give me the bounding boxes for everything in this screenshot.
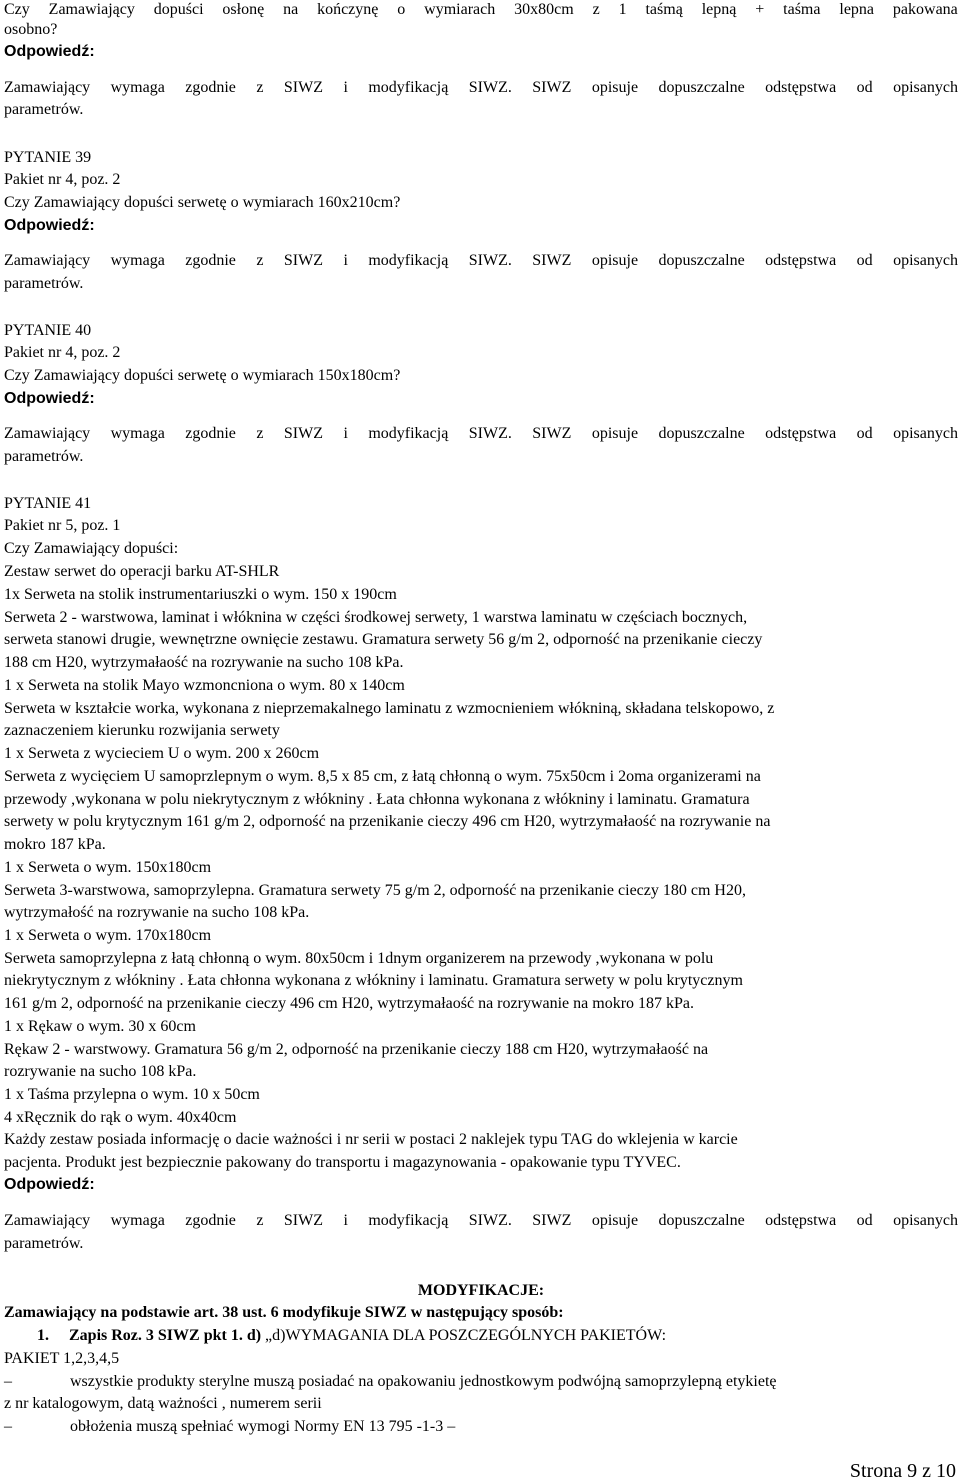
bullet-text: z nr katalogowym, datą ważności , numerem serii (4, 1395, 322, 1412)
question-heading: PYTANIE 40 (4, 322, 92, 339)
answer-heading: Odpowiedź: (4, 217, 95, 234)
bullet-item (4, 1372, 12, 1392)
answer-text: parametrów. (4, 101, 84, 118)
spec-line: 4 xRęcznik do rąk o wym. 40x40cm (4, 1109, 237, 1126)
question-text: Czy Zamawiający dopuści osłonę na kończynę o wymiarach 30x80cm z 1 taśmą lepną + taśma lepna pakowana (4, 1, 958, 18)
spec-line: zaznaczeniem kierunku rozwijania serwety (4, 722, 280, 739)
question-heading: PYTANIE 39 (4, 149, 92, 166)
question-text: Czy Zamawiający dopuści: (4, 540, 179, 557)
spec-line: Każdy zestaw posiada informację o dacie ważności i nr serii w postaci 2 naklejek typu TAG do wklejenia w karcie (4, 1131, 738, 1148)
modifications-heading: MODYFIKACJE: (417, 1282, 545, 1299)
package-ref: Pakiet nr 5, poz. 1 (4, 517, 121, 534)
list-number: 1. (37, 1327, 49, 1344)
answer-heading: Odpowiedź: (4, 43, 95, 60)
question-text: Czy Zamawiający dopuści serwetę o wymiarach 150x180cm? (4, 367, 401, 384)
bullet-text: wszystkie produkty sterylne muszą posiadać na opakowaniu jednostkowym podwójną samoprzylepną etykietę (70, 1373, 777, 1390)
spec-line: 1 x Rękaw o wym. 30 x 60cm (4, 1018, 196, 1035)
package-list: PAKIET 1,2,3,4,5 (4, 1350, 120, 1367)
page-number: Strona 9 z 10 (849, 1460, 956, 1482)
question-text: Czy Zamawiający dopuści serwetę o wymiarach 160x210cm? (4, 194, 401, 211)
answer-heading: Odpowiedź: (4, 390, 95, 407)
spec-line: Serweta w kształcie worka, wykonana z nieprzemakalnego laminatu z wzmocnieniem włókniną, składana telskopowo, z (4, 700, 775, 717)
package-ref: Pakiet nr 4, poz. 2 (4, 344, 121, 361)
spec-line: wytrzymałość na rozrywanie na sucho 108 kPa. (4, 904, 310, 921)
answer-text: parametrów. (4, 1235, 84, 1252)
list-item (37, 1326, 666, 1346)
spec-line: 1 x Serweta na stolik Mayo wzmoncniona o wym. 80 x 140cm (4, 677, 405, 694)
spec-line: rozrywanie na sucho 108 kPa. (4, 1063, 197, 1080)
spec-line: niekrytycznym z włókniny . Łata chłonna wykonana z włókniny i laminatu. Gramatura serwety w polu krytycznym (4, 972, 743, 989)
answer-text: parametrów. (4, 448, 84, 465)
answer-text: parametrów. (4, 275, 84, 292)
spec-line: Zestaw serwet do operacji barku AT-SHLR (4, 563, 280, 580)
spec-line: serweta stanowi drugie, wewnętrzne ownięcie zestawu. Gramatura serwety 56 g/m 2, odporność na przenikanie cieczy (4, 631, 763, 648)
spec-line: 188 cm H20, wytrzymałaość na rozrywanie na sucho 108 kPa. (4, 654, 404, 671)
answer-text: Zamawiający wymaga zgodnie z SIWZ i modyfikacją SIWZ. SIWZ opisuje dopuszczalne odstępstwa od opisanych (4, 425, 958, 442)
spec-line: 1x Serweta na stolik instrumentariuszki o wym. 150 x 190cm (4, 586, 397, 603)
dash-bullet: – (4, 1373, 12, 1390)
spec-line: mokro 187 kPa. (4, 836, 106, 853)
spec-line: 1 x Serweta z wycieciem U o wym. 200 x 260cm (4, 745, 320, 762)
spec-line: przewody ,wykonana w polu niekrytycznym z włókniny . Łata chłonna wykonana z włókniny i laminatu. Gramatura (4, 791, 750, 808)
question-text: osobno? (4, 21, 58, 38)
bullet-text: obłożenia muszą spełniać wymogi Normy EN 13 795 -1-3 – (70, 1418, 456, 1435)
spec-line: pacjenta. Produkt jest bezpiecznie pakowany do transportu i magazynowania - opakowanie typu TYVEC. (4, 1154, 681, 1171)
dash-bullet: – (4, 1418, 12, 1435)
spec-line: 161 g/m 2, odporność na przenikanie cieczy 496 cm H20, wytrzymałaość na rozrywanie na mokro 187 kPa. (4, 995, 695, 1012)
spec-line: 1 x Serweta o wym. 170x180cm (4, 927, 212, 944)
answer-text: Zamawiający wymaga zgodnie z SIWZ i modyfikacją SIWZ. SIWZ opisuje dopuszczalne odstępstwa od opisanych (4, 252, 958, 269)
list-item-text: „d)WYMAGANIA DLA POSZCZEGÓLNYCH PAKIETÓW: (265, 1327, 667, 1344)
spec-line: 1 x Taśma przylepna o wym. 10 x 50cm (4, 1086, 260, 1103)
spec-line: Serweta 2 - warstwowa, laminat i włóknina w części środkowej serwety, 1 warstwa laminatu w częściach bocznych, (4, 609, 748, 626)
spec-line: serwety w polu krytycznym 161 g/m 2, odporność na przenikanie cieczy 496 cm H20, wytrzymałaość na rozrywanie na (4, 813, 771, 830)
spec-line: Rękaw 2 - warstwowy. Gramatura 56 g/m 2, odporność na przenikanie cieczy 188 cm H20, wytrzymałaość na (4, 1041, 709, 1058)
answer-text: Zamawiający wymaga zgodnie z SIWZ i modyfikacją SIWZ. SIWZ opisuje dopuszczalne odstępstwa od opisanych (4, 79, 958, 96)
answer-heading: Odpowiedź: (4, 1176, 95, 1193)
question-heading: PYTANIE 41 (4, 495, 92, 512)
answer-text: Zamawiający wymaga zgodnie z SIWZ i modyfikacją SIWZ. SIWZ opisuje dopuszczalne odstępstwa od opisanych (4, 1212, 958, 1229)
spec-line: Serweta samoprzylepna z łatą chłonną o wym. 80x50cm i 1dnym organizerem na przewody ,wykonana w polu (4, 950, 714, 967)
list-item-title: Zapis Roz. 3 SIWZ pkt 1. d) (69, 1327, 266, 1344)
package-ref: Pakiet nr 4, poz. 2 (4, 171, 121, 188)
modifications-intro: Zamawiający na podstawie art. 38 ust. 6 modyfikuje SIWZ w następujący sposób: (4, 1304, 564, 1321)
spec-line: Serweta 3-warstwowa, samoprzylepna. Gramatura serwety 75 g/m 2, odporność na przenikanie cieczy 180 cm H20, (4, 882, 746, 899)
spec-line: Serweta z wycięciem U samoprzlepnym o wym. 8,5 x 85 cm, z łatą chłonną o wym. 75x50cm i 2oma organizerami na (4, 768, 761, 785)
spec-line: 1 x Serweta o wym. 150x180cm (4, 859, 212, 876)
bullet-item (4, 1417, 12, 1437)
